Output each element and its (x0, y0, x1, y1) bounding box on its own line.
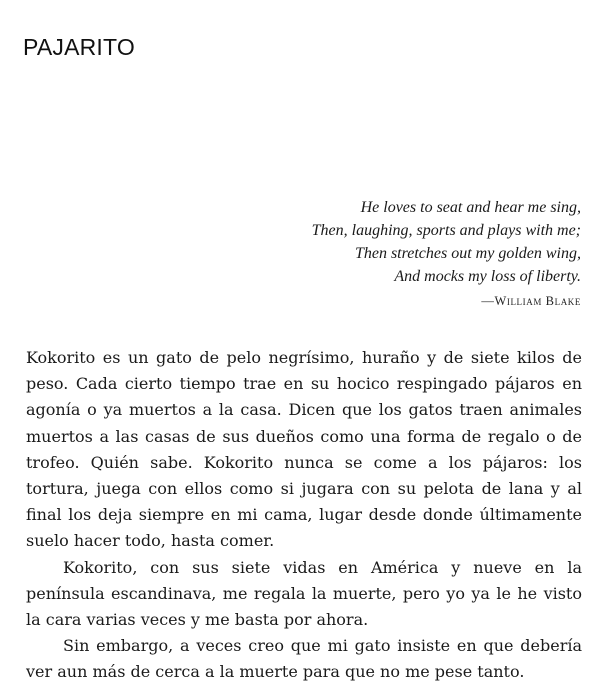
epigraph-line: And mocks my loss of liberty. (394, 268, 581, 285)
epigraph-attribution: —William Blake (481, 294, 581, 308)
chapter-title: PAJARITO (23, 34, 135, 60)
paragraph: Sin embargo, a veces creo que mi gato insiste en que debería ver aun más de cerca a la muerte para que no me pese tanto. (26, 636, 582, 682)
epigraph-line: Then, laughing, sports and plays with me; (311, 222, 581, 239)
paragraph: Kokorito es un gato de pelo negrísimo, huraño y de siete kilos de peso. Cada cierto tiempo trae en su hocico respingado pájaros en agonía o ya muertos a la casa. Dicen que los gatos traen animales muertos a las casas de sus dueños como una forma de regalo o de trofeo. Quién sabe. Kokorito nunca se come a los pájaros: los tortura, juega con ellos como si jugara con su pelota de lana y al final los deja siempre en mi cama, lugar desde donde últimamente suelo hacer todo, hasta comer. (26, 348, 582, 551)
epigraph-line: He loves to seat and hear me sing, (360, 199, 581, 216)
epigraph (161, 196, 581, 288)
paragraph: Kokorito, con sus siete vidas en América y nueve en la península escandinava, me regala la muerte, pero yo ya le he visto la cara varias veces y me basta por ahora. (26, 557, 582, 630)
epigraph-line: Then stretches out my golden wing, (354, 245, 581, 262)
body-text (26, 345, 582, 686)
